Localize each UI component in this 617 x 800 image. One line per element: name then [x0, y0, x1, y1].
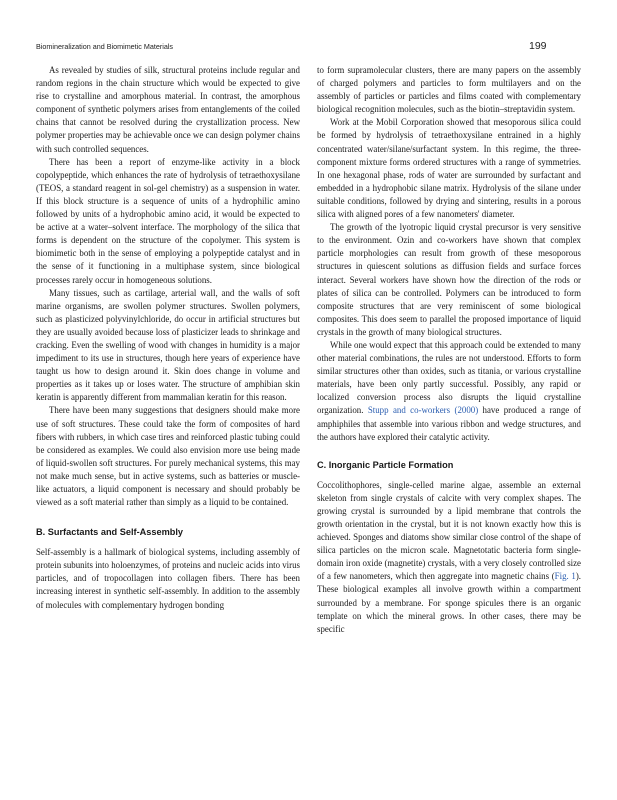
citation-link[interactable]: Stupp and co-workers (2000) — [367, 405, 479, 416]
page-number: 199 — [529, 40, 547, 52]
running-head: Biomineralization and Biomimetic Materials — [36, 42, 174, 51]
text-run: ). These biological examples all involve growth within a compartment surrounded by a membrane. For sponge spicules there is an organic template on which the mineral grows. In other cases, there may be specific — [317, 571, 582, 634]
figure-link[interactable]: Fig. 1 — [554, 571, 576, 582]
paragraph: Work at the Mobil Corporation showed that mesoporous silica could be formed by hydrolysis of tetraethoxysilane entrained in a highly concentrated water/silane/surfactant system. In this regime, the three-component mixture forms ordered structures with a range of symmetries. In one hexagonal phase, rods of water are surrounded by surfactant and embedded in a hydrophobic silane matrix. Hydrolysis of the silane under suitable conditions, followed by drying and sintering, results in a porous silica with aligned pores of a few nanometers' diameter. — [317, 117, 581, 220]
paragraph — [317, 339, 581, 444]
paragraph: There have been many suggestions that designers should make more use of soft structures. These could take the form of composites of hard fibers with rubbers, in which case tires and reinforced plastic tubing could be considered as examples. We could also envision more use being made of liquid-swollen soft structures. For purely mechanical systems, this may not make much sense, but in active systems, such as batteries or muscle-like actuators, a liquid component is necessary and should probably be viewed as a soft material rather than simply as a liquid to be contained. — [36, 405, 300, 508]
paragraph: Self-assembly is a hallmark of biological systems, including assembly of protein subunits into holoenzymes, of proteins and nucleic acids into virus particles, and of tropocollagen into collagen fibers. There has been increasing interest in synthetic self-assembly. In addition to the assembly of molecules with complementary hydrogen bonding — [36, 547, 300, 610]
paragraph: to form supramolecular clusters, there are many papers on the assembly of charged polymers and particles to form multilayers and on the assembly of particles or particles and films coated with complementary biological recognition molecules, such as the biotin–streptavidin system. — [317, 65, 581, 115]
text-run: While one would expect that this approach could be extended to many other material combinations, the rules are not understood. Efforts to form similar structures other than oxides, such as titania, or various crystalline materials, have been only partly successful. Possibly, any rapid or localized conversion process also disrupts the liquid crystalline organization. — [317, 339, 581, 416]
paragraph: There has been a report of enzyme-like activity in a block copolypeptide, which enhances the rate of hydrolysis of tetraethoxysilane (TEOS, a standard reagent in sol-gel chemistry) as a suspension in water. If this block structure is a sequence of units of a hydrophilic amino followed by units of a hydrophobic amino acid, it would be expected to be active at a water–solvent interface. The morphology of the silica that forms is dependent on the structure of the copolymer. This system is biomimetic both in the sense of employing a polypeptide catalyst and in the sense of it functioning in a multiphase system, since biological processes rarely occur in homogeneous solutions. — [36, 156, 300, 285]
left-column — [36, 64, 300, 612]
paragraph: As revealed by studies of silk, structural proteins include regular and random regions in the chain structure which would be expected to give rise to crystalline and amorphous material. In contrast, the amorphous component of synthetic polymers arises from entanglements of the coiled chains that cannot be resolved during the crystallization process. New polymer properties may be achievable once we can design polymer chains with such controlled sequences. — [36, 65, 300, 154]
section-heading-b: B. Surfactants and Self-Assembly — [36, 527, 184, 538]
section-heading-c: C. Inorganic Particle Formation — [317, 459, 454, 470]
paragraph: Many tissues, such as cartilage, arterial wall, and the walls of soft marine organisms, are swollen polymer structures. Swollen polymers, such as plasticized polyvinylchloride, do occur in artificial structures but they are usually avoided because loss of plasticizer leads to shrinkage and cracking. Even the swelling of wood with changes in humidity is a major impediment to its use in structures, though here years of experience have taught us how to design around it. Skin does change in volume and properties as it takes up or loses water. The structure of amphibian skin keratin is apparently different from mammalian keratin for this reason. — [36, 287, 300, 403]
paragraph — [317, 479, 581, 636]
paragraph: The growth of the lyotropic liquid crystal precursor is very sensitive to the environment. Ozin and co-workers have shown that complex particle morphologies can result from growth of these mesoporous structures in quiescent solutions as diffusion fields and surface forces interact. Several workers have shown how the direction of the rods or plates of silica can be controlled. Polymers can be introduced to form composite structures that are very reminiscent of some biological composites. This does seem to parallel the proposed importance of liquid crystals in the growth of many biological structures. — [317, 222, 581, 337]
text-run: Coccolithophores, single-celled marine algae, assemble an external skeleton from single crystals of calcite with very complex shapes. The growing crystal is surrounded by a lipid membrane that controls the growth orientation in the crystal, but it is not known exactly how this is achieved. Sponges and diatoms show similar close control of the shape of silica particles on the micron scale. Magnetotatic bacteria form single-domain iron oxide (magnetite) crystals, with a very closely controlled size of a few nanometers, which then aggregate into magnetic chains ( — [317, 479, 581, 582]
text-run: have produced a range of amphiphiles that assemble into various ribbon and wedge structures, and the authors have explored their catalytic activity. — [317, 405, 581, 442]
right-column — [317, 64, 581, 636]
